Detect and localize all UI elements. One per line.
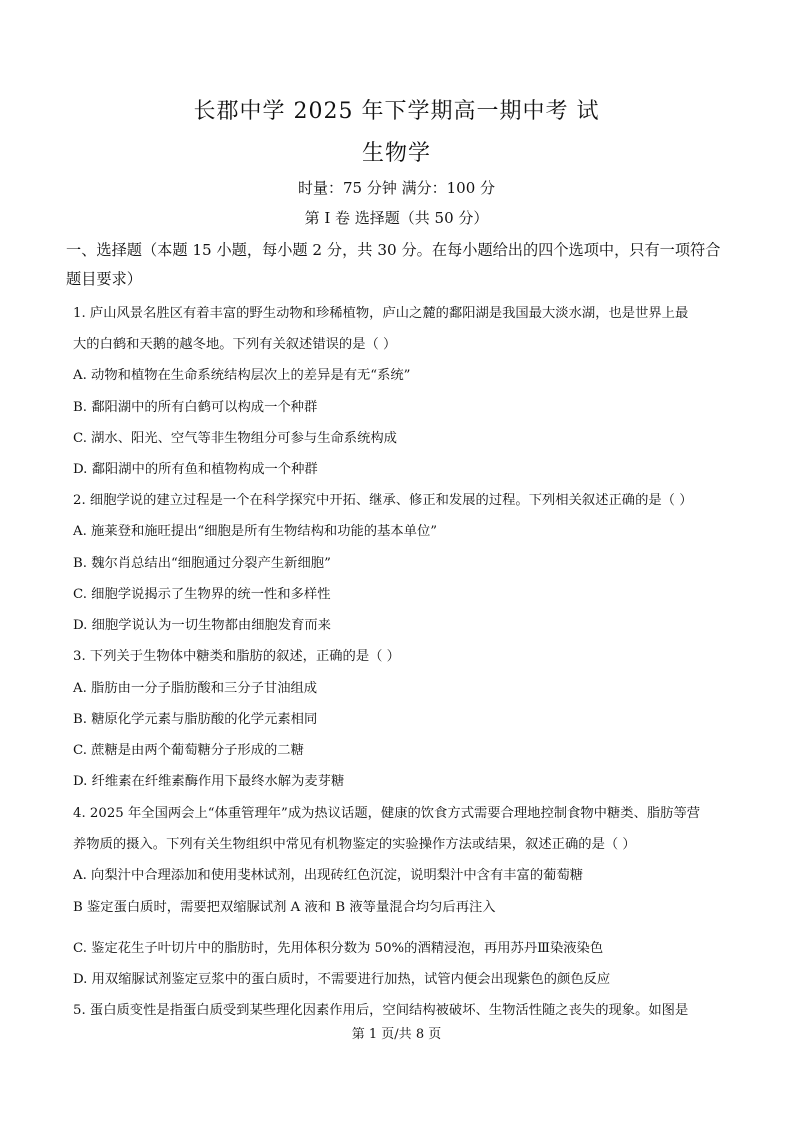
question-1-stem-line1: 1. 庐山风景名胜区有着丰富的野生动物和珍稀植物，庐山之麓的鄱阳湖是我国最大淡水湖，也是世界上最 xyxy=(73,306,689,321)
question-3-option-b: B. 糖原化学元素与脂肪酸的化学元素相同 xyxy=(73,712,318,727)
exam-title: 长郡中学 2025 年下学期高一期中考 试 xyxy=(193,99,600,124)
question-4-option-a: A. 向梨汁中合理添加和使用斐林试剂，出现砖红色沉淀，说明梨汁中含有丰富的葡萄糖 xyxy=(73,868,584,883)
question-4-stem-line2: 养物质的摄入。下列有关生物组织中常见有机物鉴定的实验操作方法或结果，叙述正确的是（ ） xyxy=(73,837,636,852)
question-1-stem-line2: 大的白鹤和天鹅的越冬地。下列有关叙述错误的是（ ） xyxy=(73,337,397,352)
question-3-stem: 3. 下列关于生物体中糖类和脂肪的叙述，正确的是（ ） xyxy=(73,649,400,664)
question-4-option-b: B 鉴定蛋白质时，需要把双缩脲试剂 A 液和 B 液等量混合均匀后再注入 xyxy=(73,900,496,915)
exam-time-score: 时量：75 分钟 满分：100 分 xyxy=(297,179,496,197)
question-4-option-c: C. 鉴定花生子叶切片中的脂肪时，先用体积分数为 50%的酒精浸泡，再用苏丹Ⅲ染液染色 xyxy=(73,941,604,956)
page-number: 第 1 页/共 8 页 xyxy=(351,1027,442,1042)
question-4-stem-line1: 4. 2025 年全国两会上“体重管理年”成为热议话题，健康的饮食方式需要合理地控制食物中糖类、脂肪等营 xyxy=(73,806,701,821)
question-3-option-a: A. 脂肪由一分子脂肪酸和三分子甘油组成 xyxy=(73,681,318,696)
question-2-stem: 2. 细胞学说的建立过程是一个在科学探究中开拓、继承、修正和发展的过程。下列相关叙述正确的是（ ） xyxy=(73,493,693,508)
question-1-option-c: C. 湖水、阳光、空气等非生物组分可参与生命系统构成 xyxy=(73,431,397,446)
part-instructions: 一、选择题（本题 15 小题，每小题 2 分，共 30 分。在每小题给出的四个选项中，只有一项符合题目要求） xyxy=(66,241,721,288)
question-1-option-d: D. 鄱阳湖中的所有鱼和植物构成一个种群 xyxy=(73,462,318,477)
question-4-option-d: D. 用双缩脲试剂鉴定豆浆中的蛋白质时，不需要进行加热，试管内便会出现紫色的颜色反应 xyxy=(73,972,611,987)
question-2-option-a: A. 施莱登和施旺提出“细胞是所有生物结构和功能的基本单位” xyxy=(73,524,438,539)
question-3-option-c: C. 蔗糖是由两个葡萄糖分子形成的二糖 xyxy=(73,743,304,758)
question-2-option-b: B. 魏尔肖总结出“细胞通过分裂产生新细胞” xyxy=(73,556,331,571)
question-2-option-d: D. 细胞学说认为一切生物都由细胞发育而来 xyxy=(73,618,331,633)
subject-title: 生物学 xyxy=(361,141,431,166)
question-3-option-d: D. 纤维素在纤维素酶作用下最终水解为麦芽糖 xyxy=(73,774,345,789)
section-heading: 第 I 卷 选择题（共 50 分） xyxy=(304,209,489,227)
question-5-stem-line1: 5. 蛋白质变性是指蛋白质受到某些理化因素作用后，空间结构被破坏、生物活性随之丧失的现象。如图是 xyxy=(73,1003,689,1018)
question-2-option-c: C. 细胞学说揭示了生物界的统一性和多样性 xyxy=(73,587,331,602)
question-1-option-b: B. 鄱阳湖中的所有白鹤可以构成一个种群 xyxy=(73,400,318,415)
question-1-option-a: A. 动物和植物在生命系统结构层次上的差异是有无“系统” xyxy=(73,368,411,383)
